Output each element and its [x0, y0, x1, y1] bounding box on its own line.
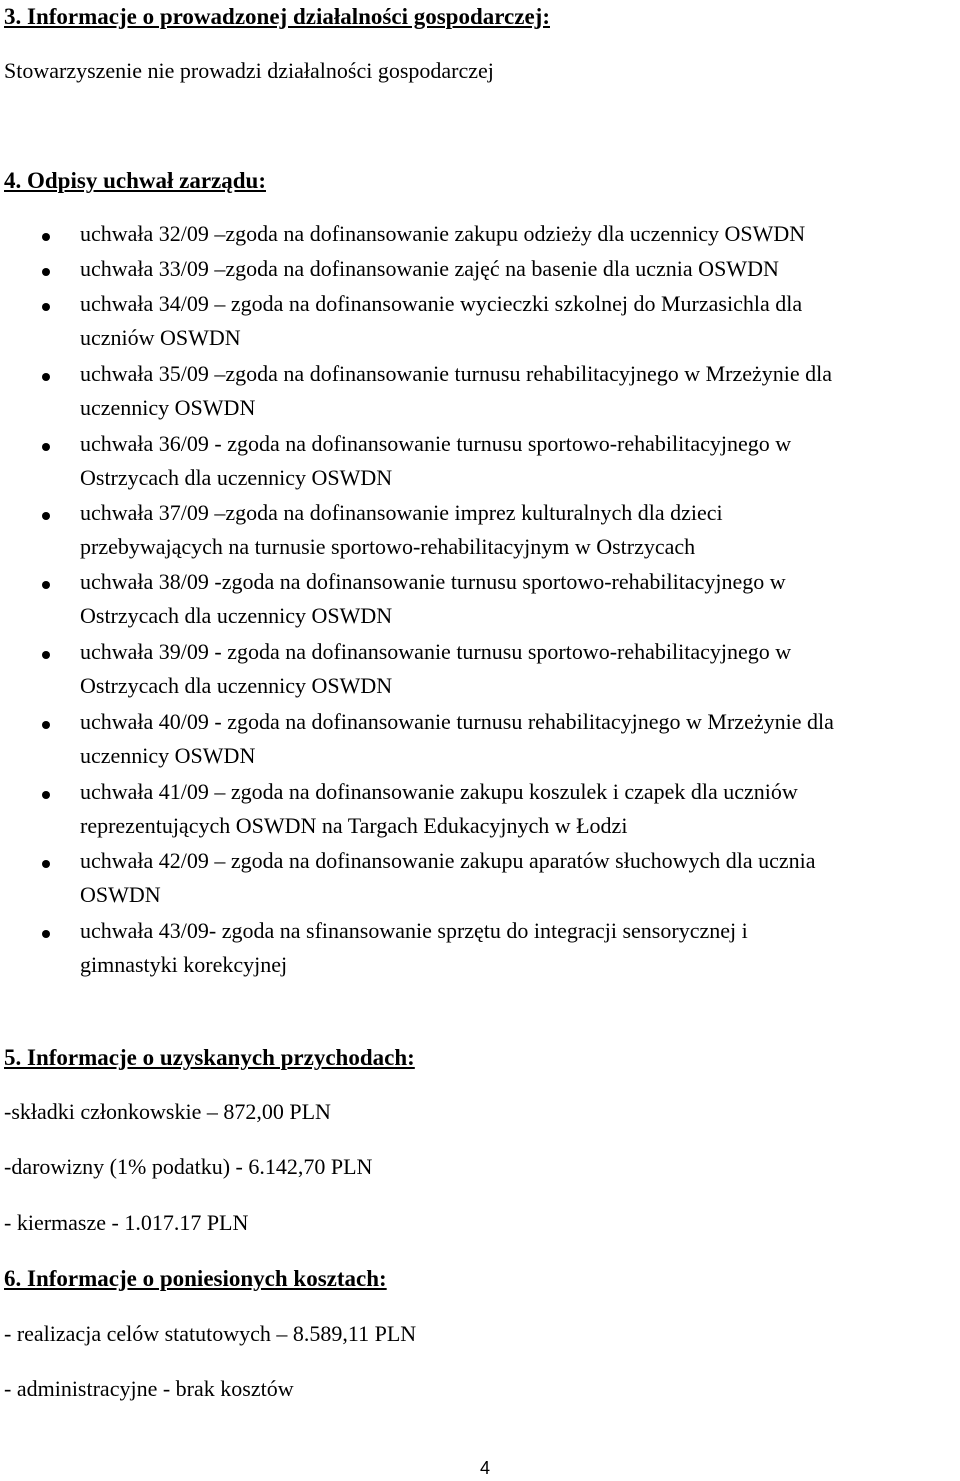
- section-5-heading: 5. Informacje o uzyskanych przychodach:: [4, 1045, 415, 1070]
- section-3-heading: 3. Informacje o prowadzonej działalności gospodarczej:: [4, 4, 550, 29]
- resolution-item-line: uchwała 40/09 - zgoda na dofinansowanie turnusu rehabilitacyjnego w Mrzeżynie dla: [80, 709, 834, 734]
- resolution-item-line: uczennicy OSWDN: [80, 395, 256, 420]
- bullet-icon: [42, 268, 50, 276]
- resolution-item-line: uczniów OSWDN: [80, 325, 241, 350]
- income-line: -składki członkowskie – 872,00 PLN: [4, 1099, 331, 1124]
- resolution-item-line: reprezentujących OSWDN na Targach Edukacyjnych w Łodzi: [80, 813, 628, 838]
- bullet-icon: [42, 581, 50, 589]
- resolution-item-line: uczennicy OSWDN: [80, 743, 256, 768]
- bullet-icon: [42, 443, 50, 451]
- section-4-heading: 4. Odpisy uchwał zarządu:: [4, 168, 266, 193]
- section-6-heading: 6. Informacje o poniesionych kosztach:: [4, 1266, 387, 1291]
- bullet-icon: [42, 860, 50, 868]
- resolution-item-line: uchwała 34/09 – zgoda na dofinansowanie wycieczki szkolnej do Murzasichla dla: [80, 291, 803, 316]
- cost-line: - realizacja celów statutowych – 8.589,11 PLN: [4, 1321, 417, 1346]
- bullet-icon: [42, 791, 50, 799]
- resolution-item-line: uchwała 32/09 –zgoda na dofinansowanie zakupu odzieży dla uczennicy OSWDN: [80, 221, 806, 246]
- resolution-item-line: przebywających na turnusie sportowo-rehabilitacyjnym w Ostrzycach: [80, 534, 696, 559]
- resolution-item-line: OSWDN: [80, 882, 161, 907]
- resolution-item-line: Ostrzycach dla uczennicy OSWDN: [80, 673, 393, 698]
- resolution-item-line: uchwała 36/09 - zgoda na dofinansowanie turnusu sportowo-rehabilitacyjnego w: [80, 431, 792, 456]
- bullet-icon: [42, 651, 50, 659]
- resolution-item-line: Ostrzycach dla uczennicy OSWDN: [80, 603, 393, 628]
- cost-line: - administracyjne - brak kosztów: [4, 1376, 294, 1401]
- bullet-icon: [42, 303, 50, 311]
- resolution-item-line: uchwała 38/09 -zgoda na dofinansowanie turnusu sportowo-rehabilitacyjnego w: [80, 569, 786, 594]
- bullet-icon: [42, 373, 50, 381]
- resolution-item-line: uchwała 33/09 –zgoda na dofinansowanie zajęć na basenie dla ucznia OSWDN: [80, 256, 779, 281]
- income-line: - kiermasze - 1.017.17 PLN: [4, 1210, 249, 1235]
- bullet-icon: [42, 512, 50, 520]
- income-line: -darowizny (1% podatku) - 6.142,70 PLN: [4, 1154, 373, 1179]
- resolution-item-line: uchwała 43/09- zgoda na sfinansowanie sprzętu do integracji sensorycznej i: [80, 918, 748, 943]
- resolution-item-line: uchwała 42/09 – zgoda na dofinansowanie zakupu aparatów słuchowych dla ucznia: [80, 848, 816, 873]
- resolution-item-line: uchwała 35/09 –zgoda na dofinansowanie turnusu rehabilitacyjnego w Mrzeżynie dla: [80, 361, 833, 386]
- resolution-item-line: uchwała 41/09 – zgoda na dofinansowanie zakupu koszulek i czapek dla uczniów: [80, 779, 798, 804]
- resolution-item-line: gimnastyki korekcyjnej: [80, 952, 288, 977]
- bullet-icon: [42, 233, 50, 241]
- resolution-item-line: uchwała 37/09 –zgoda na dofinansowanie imprez kulturalnych dla dzieci: [80, 500, 723, 525]
- bullet-icon: [42, 930, 50, 938]
- section-3-text: Stowarzyszenie nie prowadzi działalności gospodarczej: [4, 58, 494, 83]
- resolution-item-line: Ostrzycach dla uczennicy OSWDN: [80, 465, 393, 490]
- page-number: 4: [480, 1458, 491, 1478]
- resolution-item-line: uchwała 39/09 - zgoda na dofinansowanie turnusu sportowo-rehabilitacyjnego w: [80, 639, 792, 664]
- bullet-icon: [42, 721, 50, 729]
